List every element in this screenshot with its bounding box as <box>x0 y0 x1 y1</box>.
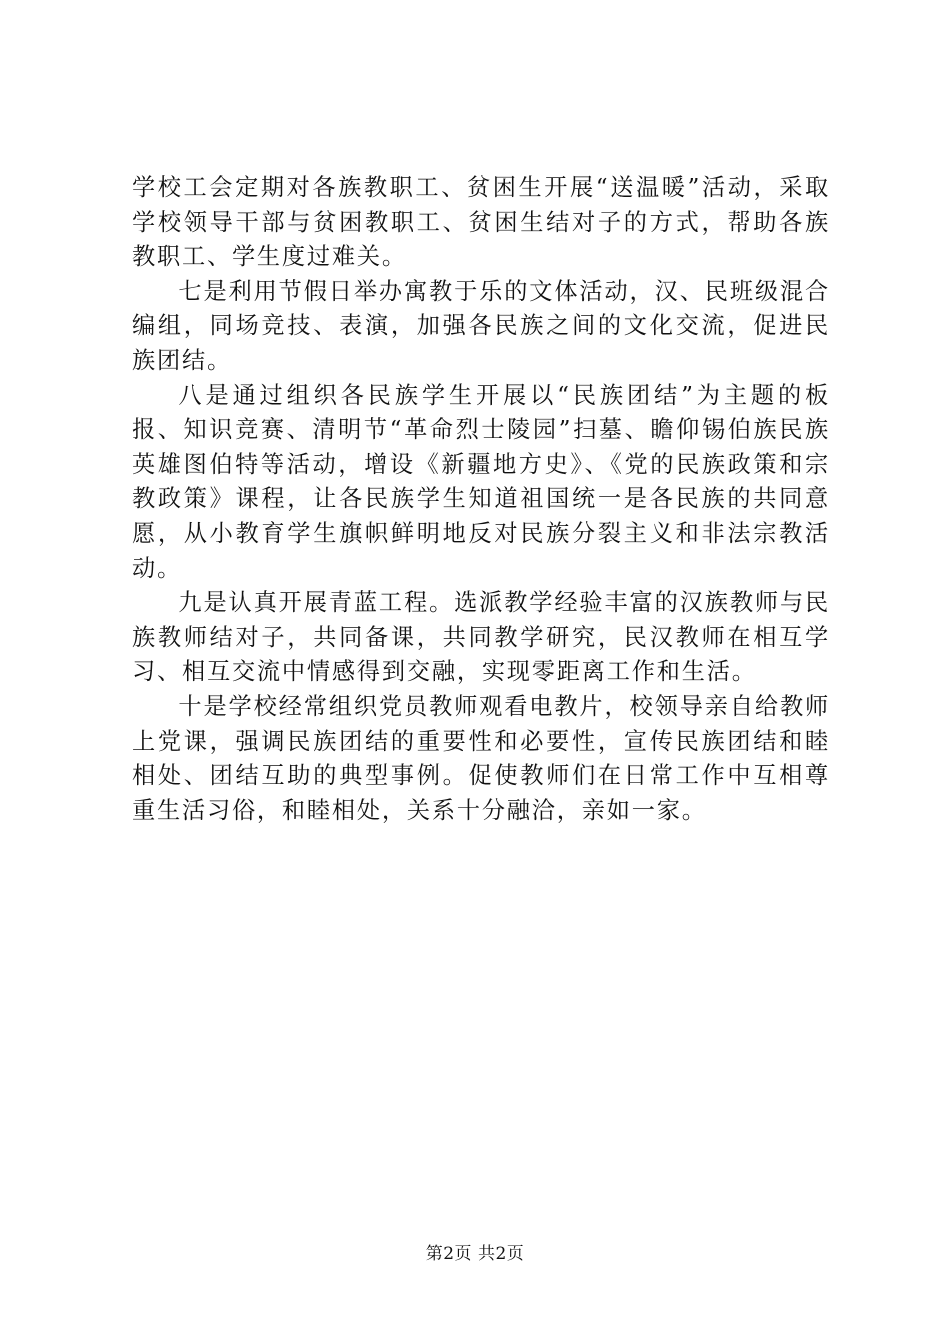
page-number-footer: 第2页 共2页 <box>425 1244 525 1264</box>
paragraph-item-9: 九是认真开展青蓝工程。选派教学经验丰富的汉族教师与民族教师结对子，共同备课，共同教学研究，民汉教师在相互学习、相互交流中情感得到交融，实现零距离工作和生活。 <box>132 589 830 686</box>
paragraph-item-10: 十是学校经常组织党员教师观看电教片，校领导亲自给教师上党课，强调民族团结的重要性和必要性，宣传民族团结和睦相处、团结互助的典型事例。促使教师们在日常工作中互相尊重生活习俗，和睦相处，关系十分融洽，亲如一家。 <box>132 692 830 824</box>
paragraph-warmth-activity: 学校工会定期对各族教职工、贫困生开展“送温暖”活动，采取学校领导干部与贫困教职工、贫困生结对子的方式，帮助各族教职工、学生度过难关。 <box>132 174 830 271</box>
document-body <box>132 171 830 828</box>
paragraph-item-8: 八是通过组织各民族学生开展以“民族团结”为主题的板报、知识竞赛、清明节“革命烈士陵园”扫墓、瞻仰锡伯族民族英雄图伯特等活动，增设《新疆地方史》、《党的民族政策和宗教政策》课程，让各民族学生知道祖国统一是各民族的共同意愿，从小教育学生旗帜鲜明地反对民族分裂主义和非法宗教活动。 <box>132 381 830 582</box>
paragraph-item-7: 七是利用节假日举办寓教于乐的文体活动，汉、民班级混合编组，同场竞技、表演，加强各民族之间的文化交流，促进民族团结。 <box>132 277 830 374</box>
